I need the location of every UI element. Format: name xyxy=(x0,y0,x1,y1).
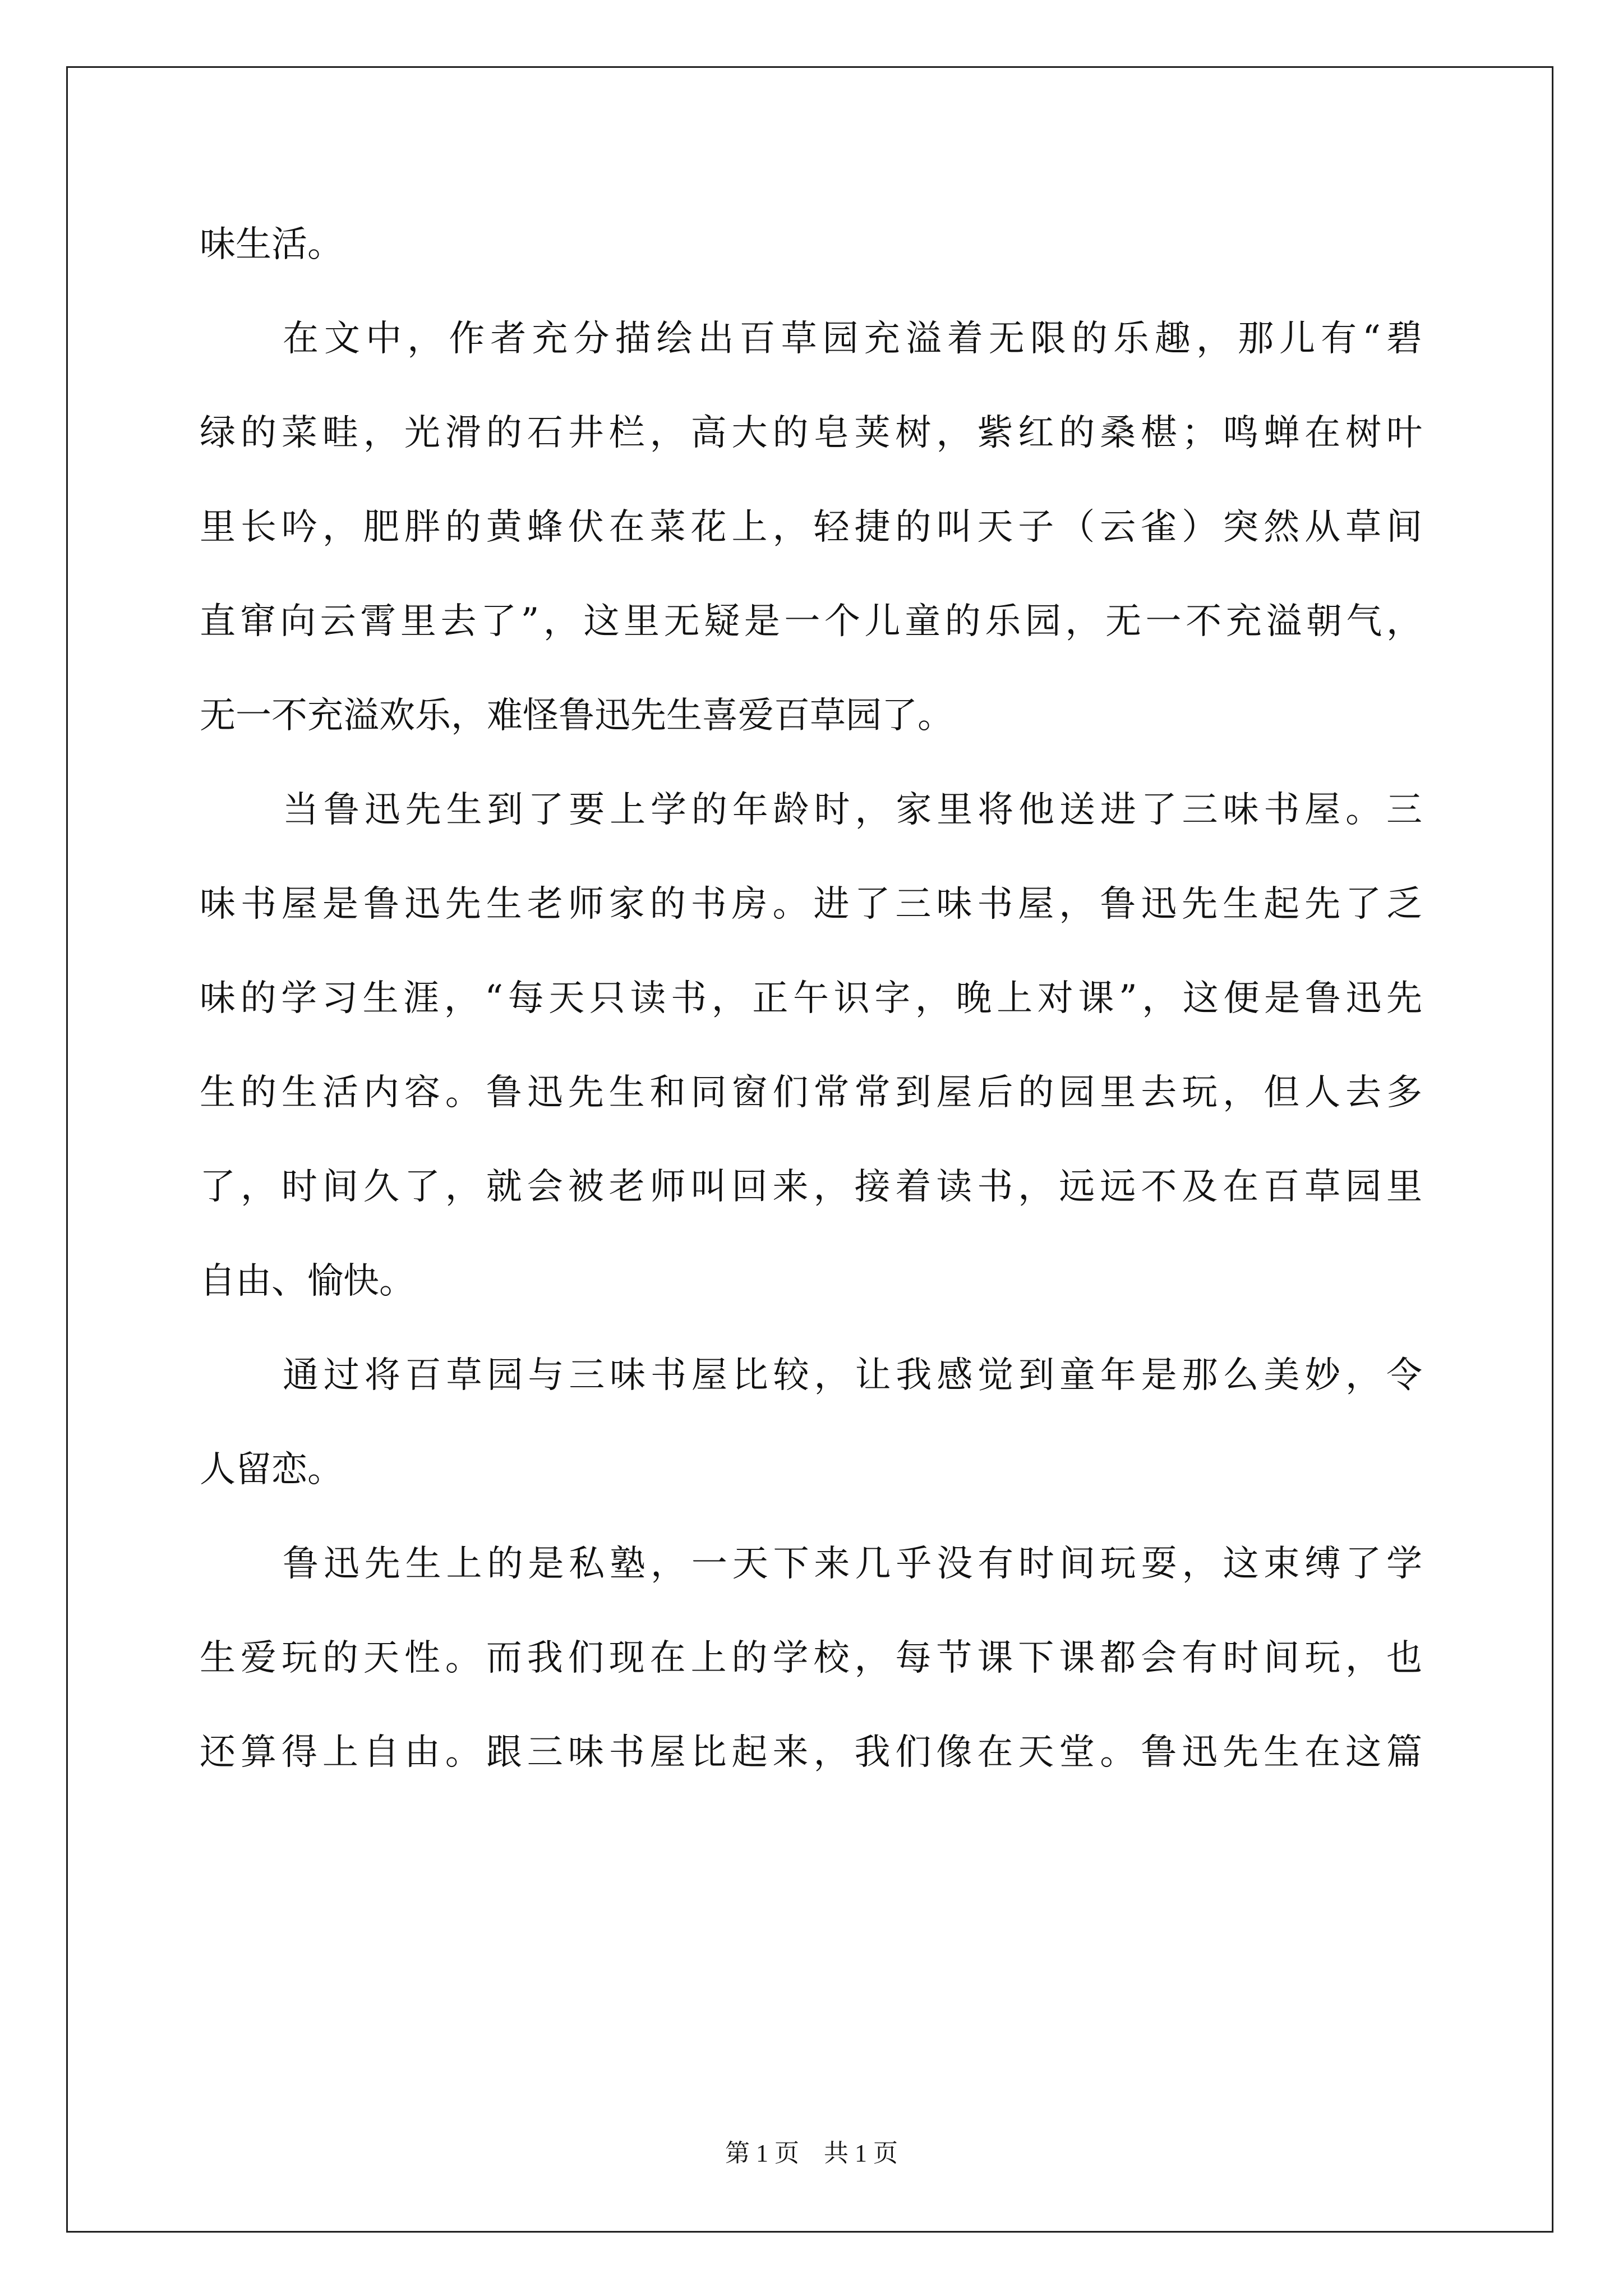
paragraph-start-line: 在文中，作者充分描绘出百草园充溢着无限的乐趣，那儿有“碧 xyxy=(283,318,1422,360)
text-line: 无一不充溢欢乐，难怪鲁迅先生喜爱百草园了。 xyxy=(200,695,953,737)
text-line: 绿的菜畦，光滑的石井栏，高大的皂荚树，紫红的桑椹；鸣蝉在树叶 xyxy=(200,412,1422,454)
text-line: 味书屋是鲁迅先生老师家的书房。进了三味书屋，鲁迅先生起先了乏 xyxy=(200,884,1422,925)
page-number: 第 1 页 xyxy=(725,2139,799,2167)
text-line: 里长吟，肥胖的黄蜂伏在菜花上，轻捷的叫天子（云雀）突然从草间 xyxy=(200,507,1422,548)
text-line: 生的生活内容。鲁迅先生和同窗们常常到屋后的园里去玩，但人去多 xyxy=(200,1072,1422,1114)
paragraph-start-line: 通过将百草园与三味书屋比较，让我感觉到童年是那么美妙，令 xyxy=(283,1355,1422,1396)
text-line: 直窜向云霄里去了”，这里无疑是一个儿童的乐园，无一不充溢朝气， xyxy=(200,601,1422,642)
text-line: 人留恋。 xyxy=(200,1449,343,1490)
page-footer xyxy=(0,2133,1623,2169)
paragraph-start-line: 鲁迅先生上的是私塾，一天下来几乎没有时间玩耍，这束缚了学 xyxy=(283,1543,1422,1585)
text-line: 了，时间久了，就会被老师叫回来，接着读书，远远不及在百草园里 xyxy=(200,1166,1422,1208)
paragraph-start-line: 当鲁迅先生到了要上学的年龄时，家里将他送进了三味书屋。三 xyxy=(283,789,1422,831)
text-line: 自由、愉快。 xyxy=(200,1260,415,1302)
total-pages: 共 1 页 xyxy=(824,2139,898,2167)
text-line: 还算得上自由。跟三味书屋比起来，我们像在天堂。鲁迅先生在这篇 xyxy=(200,1732,1422,1773)
document-body xyxy=(200,213,1422,1815)
footer-separator xyxy=(799,2139,824,2167)
text-line: 味的学习生涯，“每天只读书，正午识字，晚上对课”，这便是鲁迅先 xyxy=(200,978,1422,1019)
text-line: 味生活。 xyxy=(200,224,343,265)
text-line: 生爱玩的天性。而我们现在上的学校，每节课下课都会有时间玩，也 xyxy=(200,1637,1422,1679)
